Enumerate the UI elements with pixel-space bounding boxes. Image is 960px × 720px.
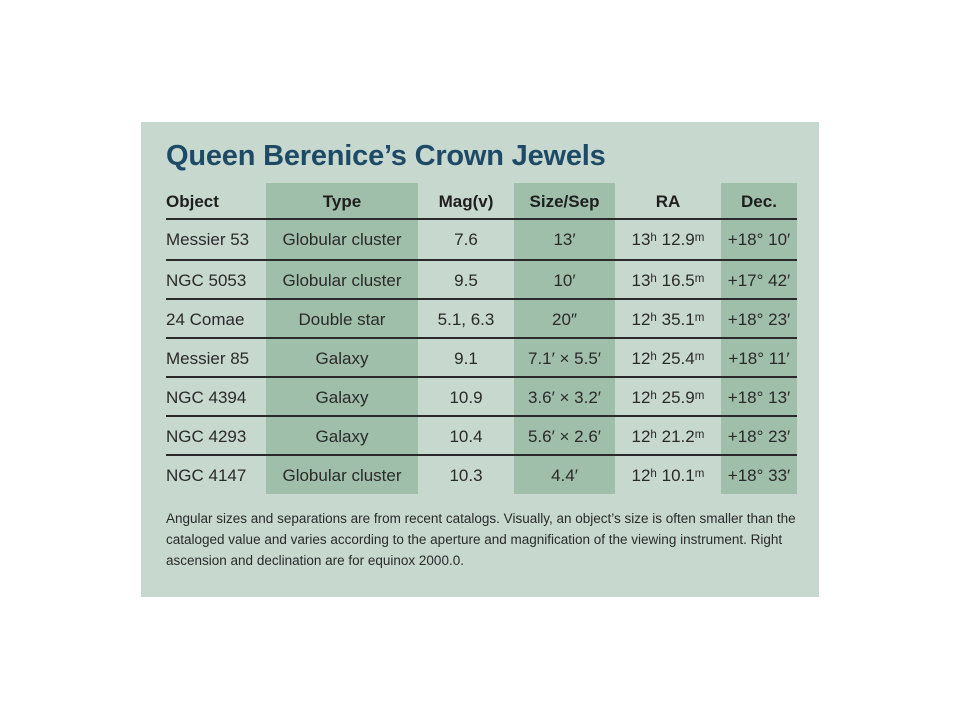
cell-mag: 10.9 — [449, 387, 483, 407]
table-row — [166, 417, 797, 456]
table-row — [166, 220, 797, 259]
cell-size: 20″ — [552, 309, 577, 329]
cell-size: 3.6′ × 3.2′ — [527, 387, 601, 407]
cell-size: 5.6′ × 2.6′ — [527, 426, 601, 446]
cell-dec: +18° 11′ — [728, 348, 790, 368]
header-size: Size/Sep — [529, 191, 600, 211]
cell-object: NGC 4147 — [166, 465, 247, 485]
header-ra: RA — [655, 191, 681, 211]
cell-mag: 9.1 — [454, 348, 478, 368]
table-title: Queen Berenice’s Crown Jewels — [166, 140, 606, 172]
cell-object: NGC 4293 — [166, 426, 247, 446]
cell-type: Galaxy — [315, 426, 369, 446]
cell-mag: 10.3 — [449, 465, 483, 485]
table-row — [166, 300, 797, 339]
table-header-row — [166, 183, 797, 220]
header-type: Type — [322, 191, 362, 211]
table-footnote: Angular sizes and separations are from recent catalogs. Visually, an object’s size is often smaller than the cataloged value and varies according to the aperture and magnification of the viewing instrument. Right ascension and declination are for equinox 2000.0. — [166, 511, 796, 568]
cell-object: NGC 5053 — [166, 270, 247, 290]
cell-ra: 12ʰ 25.4ᵐ — [631, 348, 705, 368]
cell-mag: 5.1, 6.3 — [437, 309, 495, 329]
cell-ra: 13ʰ 16.5ᵐ — [631, 270, 705, 290]
cell-mag: 7.6 — [454, 229, 478, 249]
data-table — [166, 183, 797, 494]
cell-ra: 13ʰ 12.9ᵐ — [631, 229, 705, 249]
cell-type: Globular cluster — [282, 270, 402, 290]
cell-ra: 12ʰ 10.1ᵐ — [631, 465, 705, 485]
cell-dec: +18° 23′ — [727, 309, 791, 329]
cell-ra: 12ʰ 25.9ᵐ — [631, 387, 705, 407]
cell-type: Galaxy — [315, 387, 369, 407]
table-row — [166, 378, 797, 417]
cell-type: Double star — [298, 309, 386, 329]
cell-size: 7.1′ × 5.5′ — [527, 348, 601, 368]
cell-size: 13′ — [553, 229, 576, 249]
cell-dec: +18° 33′ — [727, 465, 791, 485]
cell-ra: 12ʰ 35.1ᵐ — [631, 309, 705, 329]
cell-ra: 12ʰ 21.2ᵐ — [631, 426, 705, 446]
header-mag: Mag(v) — [438, 191, 494, 211]
cell-mag: 10.4 — [449, 426, 483, 446]
table-panel — [141, 122, 819, 597]
cell-dec: +18° 13′ — [727, 387, 791, 407]
cell-type: Globular cluster — [282, 465, 402, 485]
cell-object: NGC 4394 — [166, 387, 247, 407]
cell-dec: +18° 10′ — [727, 229, 791, 249]
table-row — [166, 456, 797, 495]
cell-size: 10′ — [553, 270, 576, 290]
cell-type: Globular cluster — [282, 229, 402, 249]
cell-type: Galaxy — [315, 348, 369, 368]
header-object: Object — [166, 191, 219, 211]
cell-mag: 9.5 — [454, 270, 478, 290]
cell-object: Messier 85 — [166, 348, 250, 368]
cell-object: 24 Comae — [166, 309, 245, 329]
header-dec: Dec. — [741, 191, 777, 211]
table-row — [166, 339, 797, 378]
table-row — [166, 261, 797, 300]
cell-size: 4.4′ — [551, 465, 578, 485]
cell-dec: +18° 23′ — [727, 426, 791, 446]
cell-object: Messier 53 — [166, 229, 250, 249]
cell-dec: +17° 42′ — [727, 270, 791, 290]
